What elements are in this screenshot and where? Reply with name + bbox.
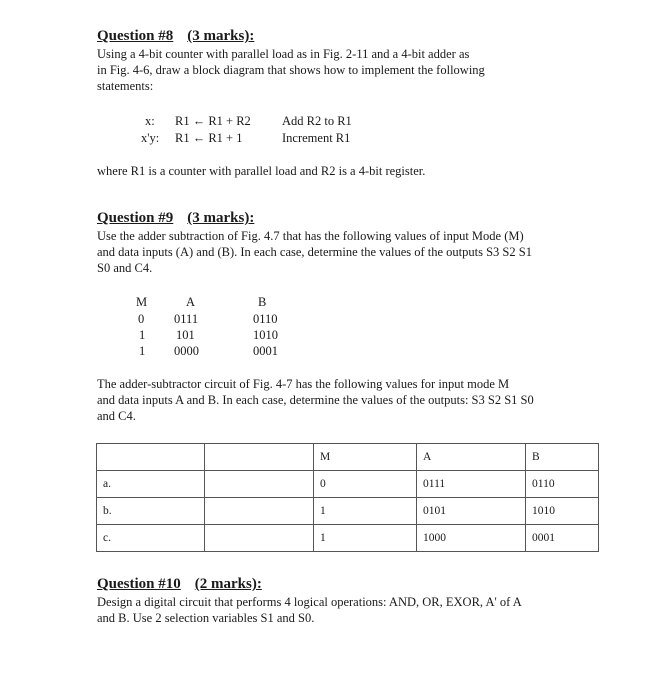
q8-statement-1-cond: x: xyxy=(145,114,155,128)
grid-cell: c. xyxy=(97,525,205,552)
q9-p2-line-2: and data inputs A and B. In each case, determine the values of the outputs: S3 S2 S1 S0 xyxy=(97,393,534,407)
q8-line-1: Using a 4-bit counter with parallel load as in Fig. 2-11 and a 4-bit adder as xyxy=(97,47,470,61)
grid-cell xyxy=(205,471,314,498)
grid-cell: a. xyxy=(97,471,205,498)
grid-header-a: A xyxy=(417,444,526,471)
q8-statement-1-desc: Add R2 to R1 xyxy=(282,114,352,128)
q9-line-3: S0 and C4. xyxy=(97,261,153,275)
q8-paragraph xyxy=(97,46,537,94)
small-table-r1-m: 0 xyxy=(138,312,145,326)
small-table-r3-a: 0000 xyxy=(174,344,199,358)
q8-statement-1-expr: R1 ← R1 + R2 xyxy=(175,114,251,128)
grid-cell xyxy=(205,525,314,552)
q8-title xyxy=(97,28,254,45)
grid-cell: 0110 xyxy=(526,471,599,498)
small-table-r2-b: 1010 xyxy=(253,328,278,342)
small-table-r3-m: 1 xyxy=(139,344,146,358)
q10-line-1: Design a digital circuit that performs 4 logical operations: AND, OR, EXOR, A' of A xyxy=(97,595,522,609)
q9-title-text: Question #9 xyxy=(97,210,174,226)
q10-paragraph xyxy=(97,594,577,626)
q10-title xyxy=(97,576,262,593)
grid-header-m: M xyxy=(314,444,417,471)
q8-line-2: in Fig. 4-6, draw a block diagram that shows how to implement the following xyxy=(97,63,485,77)
q9-marks: (3 marks): xyxy=(187,210,255,226)
table-row xyxy=(97,471,599,498)
grid-cell: 0101 xyxy=(417,498,526,525)
q10-title-text: Question #10 xyxy=(97,576,181,592)
grid-header-cell xyxy=(205,444,314,471)
small-table-r1-a: 0111 xyxy=(174,312,199,326)
q8-statement-2-cond: x'y: xyxy=(141,131,160,145)
small-table-r1-b: 0110 xyxy=(253,312,278,326)
grid-cell: 1 xyxy=(314,498,417,525)
q8-where: where R1 is a counter with parallel load and R2 is a 4-bit register. xyxy=(97,164,426,178)
q9-title xyxy=(97,210,254,227)
q9-paragraph xyxy=(97,228,567,276)
grid-cell: 1010 xyxy=(526,498,599,525)
q8-line-3: statements: xyxy=(97,79,154,93)
grid-cell: 0001 xyxy=(526,525,599,552)
q9-p2-line-3: and C4. xyxy=(97,409,136,423)
q10-marks: (2 marks): xyxy=(194,576,262,592)
small-table-r2-m: 1 xyxy=(139,328,146,342)
grid-cell xyxy=(205,498,314,525)
q8-marks: (3 marks): xyxy=(187,28,255,44)
table-row xyxy=(97,525,599,552)
grid-header-cell xyxy=(97,444,205,471)
q8-statement-2-expr: R1 ← R1 + 1 xyxy=(175,131,243,145)
small-table-header-a: A xyxy=(186,295,196,309)
table-row xyxy=(97,444,599,471)
grid-cell: 0111 xyxy=(417,471,526,498)
grid-cell: b. xyxy=(97,498,205,525)
q9-line-1: Use the adder subtraction of Fig. 4.7 that has the following values of input Mode (M) xyxy=(97,229,524,243)
small-table-header-b: B xyxy=(258,295,267,309)
small-table-header-m: M xyxy=(136,295,148,309)
q9-values-table xyxy=(96,443,599,552)
q8-statement-2-desc: Increment R1 xyxy=(282,131,351,145)
grid-header-b: B xyxy=(526,444,599,471)
q9-paragraph-2 xyxy=(97,376,567,424)
small-table-r3-b: 0001 xyxy=(253,344,278,358)
grid-cell: 1 xyxy=(314,525,417,552)
grid-cell: 0 xyxy=(314,471,417,498)
small-table-r2-a: 101 xyxy=(176,328,195,342)
q10-line-2: and B. Use 2 selection variables S1 and S0. xyxy=(97,611,315,625)
q8-title-text: Question #8 xyxy=(97,28,174,44)
q9-p2-line-1: The adder-subtractor circuit of Fig. 4-7 has the following values for input mode M xyxy=(97,377,510,391)
q9-line-2: and data inputs (A) and (B). In each case, determine the values of the outputs S3 S2 S1 xyxy=(97,245,532,259)
table-row xyxy=(97,498,599,525)
grid-cell: 1000 xyxy=(417,525,526,552)
